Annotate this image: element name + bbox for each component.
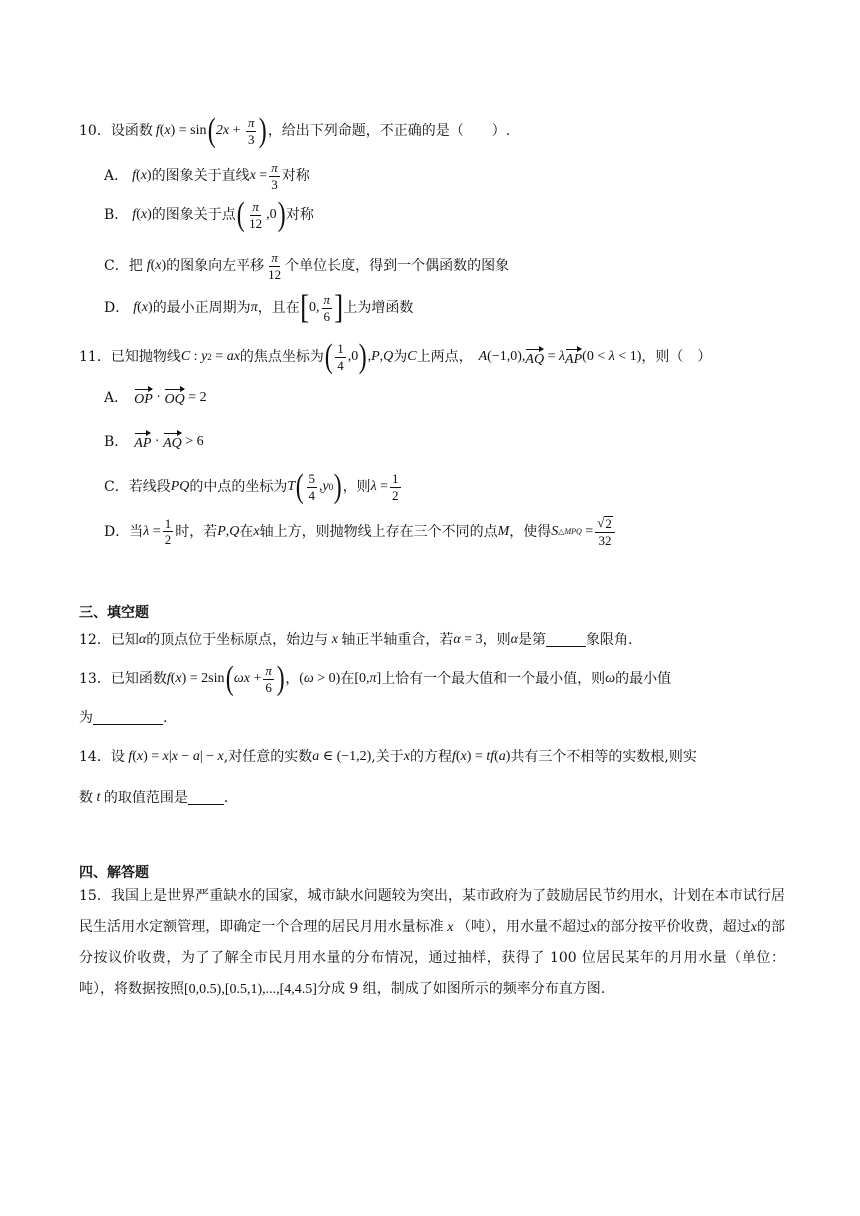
q15-paragraph: 15．我国上是世界严重缺水的国家，城市缺水问题较为突出，某市政府为了鼓励居民节约用水，计划在本市试行居民生活用水定额管理，即确定一个合理的居民月用水量标准 x （吨），用水量不超过x的部分按平价收费，超过x的部分按议价收费，为了了解全市民月用水量的分布情况，通过抽样，获得了 100 位居民某年的月用水量（单位：吨），将数据按照[0,0.5),[0.5,1),...,[4,4.5]分成 9 组，制成了如图所示的频率分布直方图. (79, 888, 786, 997)
q11-option-a: A． OP · OQ = 2 (104, 389, 207, 407)
q11-option-c: C．若线段 PQ 的中点的坐标为 T ( $\frac{5}{4}$ , y 0 ) ，则 λ = $\frac{1}{2}$ (104, 468, 399, 505)
q11-stem: 11．已知抛物线 C : y 2 = ax 的焦点坐标为 ( $\frac{1}{4}$ ,0 ) , P , Q 为 C 上两点， A (−1,0), AQ = λ AP (0 < λ < 1) ，则（ ） (79, 338, 712, 375)
q13-line1: 13．已知函数 f ( x ) = 2sin ( ωx + $\frac{\pi}{6}$ ) ， ( ω > 0) 在 [0, π ] 上恰有一个最大值和一个最小值，则 ω 的最小值 (79, 660, 672, 697)
q10-option-b: B． f ( x ) 的图象关于点 ( $\frac{\pi}{12}$ ,0 ) 对称 (104, 196, 314, 233)
q11-option-d: D．当 λ = $\frac{1}{2}$ 时，若 P , Q 在 x 轴上方，则抛物线上存在三个不同的点 M ，使得 S △MPQ = √ 2 32 (104, 516, 617, 547)
q12: 12．已知 α 的顶点位于坐标原点，始边与 x 轴正半轴重合，若 α = 3 ，则 α 是第 象限角. (79, 631, 633, 648)
q14-line2: 数 t 的取值范围是 . (79, 789, 229, 806)
q10-option-d: D． f ( x ) 的最小正周期为 π ，且在 [ 0, $\frac{\pi}{6}$ ] 上为增函数 (104, 289, 414, 326)
answer-blank (93, 710, 163, 725)
q10-option-c: C．把 f ( x ) 的图象向左平移 $\frac{\pi}{12}$ 个单位长度，得到一个偶函数的图象 (104, 250, 510, 282)
q14-line1: 14．设 f ( x ) = x | x − a | − x ,对任意的实数 a ∈ (−1,2) ,关于 x 的方程 f ( x ) = tf ( a ) 共有三个不相等的实数根,则实 (79, 749, 697, 765)
q13-line2: 为 . (79, 709, 168, 726)
q10-stem: 10．设函数 f ( x ) = sin ( 2x + $\frac{\pi}{3}$ ) ，给出下列命题，不正确的是（ ）. (79, 112, 511, 149)
q10-option-a: A． f ( x ) 的图象关于直线 x = $\frac{\pi}{3}$ 对称 (104, 160, 310, 192)
section-heading-fill-in: 三、填空题 (79, 605, 149, 621)
answer-blank (546, 632, 586, 647)
section-heading-solutions: 四、解答题 (79, 865, 149, 881)
q11-option-b: B． AP · AQ > 6 (104, 433, 204, 451)
answer-blank (188, 790, 224, 805)
